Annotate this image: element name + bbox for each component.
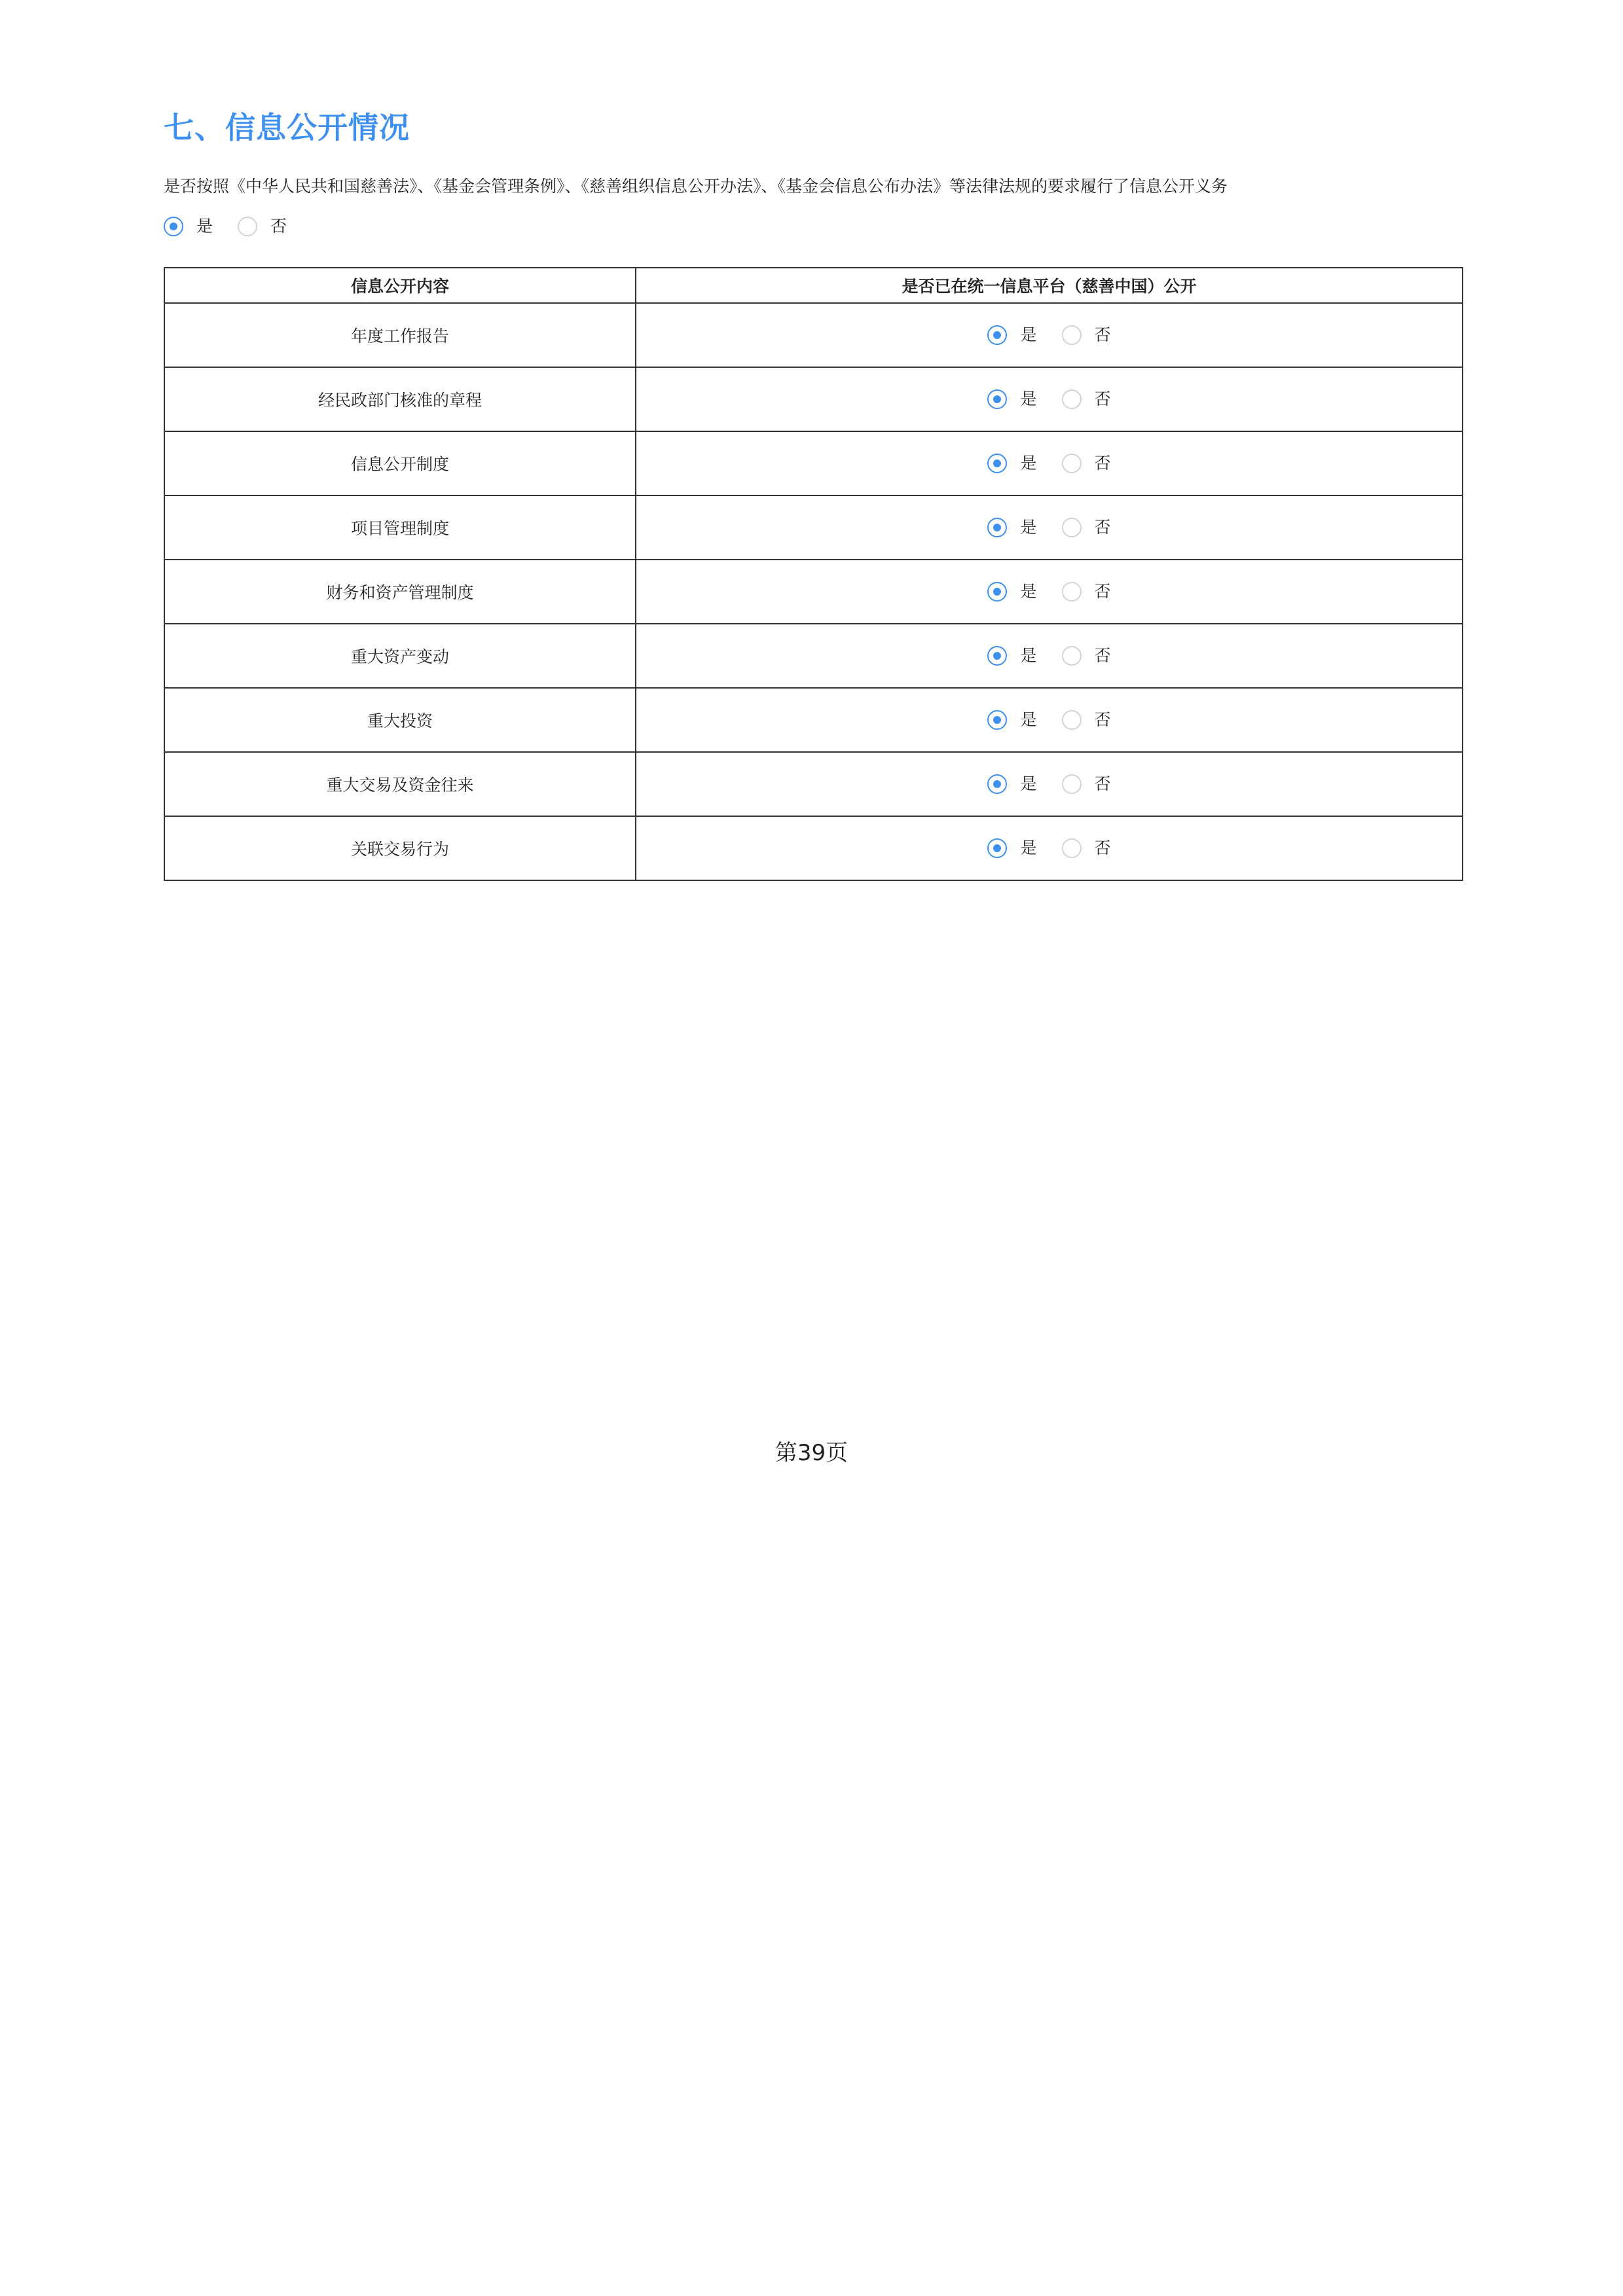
disclosure-item: 项目管理制度	[164, 495, 636, 560]
disclosure-status	[636, 752, 1463, 816]
disclosure-status	[636, 303, 1463, 367]
status-yes-option[interactable]	[987, 774, 1036, 794]
status-yes-label: 是	[1020, 518, 1037, 537]
status-radio-group	[636, 838, 1462, 858]
disclosure-status	[636, 495, 1463, 560]
disclosure-item: 重大交易及资金往来	[164, 752, 636, 816]
disclosure-item: 经民政部门核准的章程	[164, 367, 636, 431]
radio-unchecked-icon[interactable]	[1062, 518, 1082, 537]
table-row	[164, 752, 1463, 816]
status-radio-group	[636, 518, 1462, 537]
status-yes-label: 是	[1020, 454, 1037, 473]
status-yes-label: 是	[1020, 646, 1037, 665]
status-yes-label: 是	[1020, 838, 1037, 857]
status-no-option[interactable]	[1062, 325, 1111, 345]
disclosure-compliance-question: 是否按照《中华人民共和国慈善法》、《基金会管理条例》、《慈善组织信息公开办法》、《基金会信息公布办法》等法律法规的要求履行了信息公开义务	[164, 177, 1228, 196]
disclosure-item: 重大投资	[164, 688, 636, 752]
status-radio-group	[636, 325, 1462, 345]
table-header-row	[164, 268, 1463, 303]
status-yes-label: 是	[1020, 582, 1037, 601]
disclosure-item: 信息公开制度	[164, 431, 636, 495]
status-radio-group	[636, 710, 1462, 730]
status-no-option[interactable]	[1062, 710, 1111, 730]
radio-checked-icon[interactable]	[987, 454, 1007, 473]
status-no-label: 否	[1094, 646, 1111, 665]
radio-unchecked-icon[interactable]	[1062, 774, 1082, 794]
status-no-option[interactable]	[1062, 774, 1111, 794]
status-yes-option[interactable]	[987, 710, 1036, 730]
compliance-no-option[interactable]	[238, 217, 287, 236]
radio-checked-icon[interactable]	[987, 710, 1007, 730]
disclosure-status	[636, 431, 1463, 495]
status-no-label: 否	[1094, 518, 1111, 537]
header-content: 信息公开内容	[164, 268, 636, 303]
status-no-label: 否	[1094, 710, 1111, 729]
status-yes-label: 是	[1020, 389, 1037, 408]
status-no-option[interactable]	[1062, 582, 1111, 601]
status-no-label: 否	[1094, 774, 1111, 793]
radio-checked-icon[interactable]	[987, 325, 1007, 345]
radio-unchecked-icon[interactable]	[1062, 582, 1082, 601]
disclosure-table	[164, 267, 1463, 881]
radio-unchecked-icon[interactable]	[1062, 454, 1082, 473]
status-radio-group	[636, 389, 1462, 409]
header-status: 是否已在统一信息平台（慈善中国）公开	[636, 268, 1463, 303]
status-no-option[interactable]	[1062, 518, 1111, 537]
disclosure-status	[636, 560, 1463, 624]
radio-checked-icon[interactable]	[987, 646, 1007, 666]
disclosure-item: 年度工作报告	[164, 303, 636, 367]
radio-checked-icon[interactable]	[987, 774, 1007, 794]
status-yes-option[interactable]	[987, 646, 1036, 666]
disclosure-item: 重大资产变动	[164, 624, 636, 688]
disclosure-item: 关联交易行为	[164, 816, 636, 880]
disclosure-item: 财务和资产管理制度	[164, 560, 636, 624]
compliance-no-label: 否	[270, 217, 287, 236]
compliance-yes-option[interactable]	[164, 217, 213, 236]
table-row	[164, 303, 1463, 367]
disclosure-status	[636, 688, 1463, 752]
status-yes-label: 是	[1020, 710, 1037, 729]
status-no-label: 否	[1094, 838, 1111, 857]
radio-unchecked-icon[interactable]	[1062, 325, 1082, 345]
disclosure-status	[636, 816, 1463, 880]
status-radio-group	[636, 774, 1462, 794]
radio-unchecked-icon[interactable]	[238, 217, 257, 236]
radio-checked-icon[interactable]	[987, 389, 1007, 409]
radio-unchecked-icon[interactable]	[1062, 646, 1082, 666]
status-yes-option[interactable]	[987, 582, 1036, 601]
table-row	[164, 624, 1463, 688]
status-radio-group	[636, 582, 1462, 601]
table-row	[164, 688, 1463, 752]
status-yes-option[interactable]	[987, 325, 1036, 345]
status-yes-label: 是	[1020, 325, 1037, 344]
status-no-label: 否	[1094, 582, 1111, 601]
status-no-label: 否	[1094, 454, 1111, 473]
page-number: 第39页	[775, 1440, 848, 1466]
table-row	[164, 367, 1463, 431]
status-no-label: 否	[1094, 325, 1111, 344]
radio-checked-icon[interactable]	[987, 838, 1007, 858]
disclosure-status	[636, 624, 1463, 688]
radio-unchecked-icon[interactable]	[1062, 838, 1082, 858]
radio-checked-icon[interactable]	[987, 582, 1007, 601]
compliance-yes-label: 是	[196, 217, 213, 236]
status-yes-label: 是	[1020, 774, 1037, 793]
status-yes-option[interactable]	[987, 838, 1036, 858]
status-radio-group	[636, 454, 1462, 473]
status-yes-option[interactable]	[987, 454, 1036, 473]
table-row	[164, 431, 1463, 495]
status-yes-option[interactable]	[987, 518, 1036, 537]
radio-checked-icon[interactable]	[164, 217, 183, 236]
disclosure-table-body	[164, 303, 1463, 880]
status-no-option[interactable]	[1062, 389, 1111, 409]
status-radio-group	[636, 646, 1462, 666]
disclosure-status	[636, 367, 1463, 431]
status-no-option[interactable]	[1062, 646, 1111, 666]
table-row	[164, 816, 1463, 880]
radio-unchecked-icon[interactable]	[1062, 389, 1082, 409]
radio-unchecked-icon[interactable]	[1062, 710, 1082, 730]
section-title: 七、信息公开情况	[164, 110, 410, 145]
table-row	[164, 495, 1463, 560]
status-no-label: 否	[1094, 389, 1111, 408]
status-no-option[interactable]	[1062, 454, 1111, 473]
radio-checked-icon[interactable]	[987, 518, 1007, 537]
compliance-radio-group	[164, 213, 287, 240]
status-no-option[interactable]	[1062, 838, 1111, 858]
table-row	[164, 560, 1463, 624]
status-yes-option[interactable]	[987, 389, 1036, 409]
